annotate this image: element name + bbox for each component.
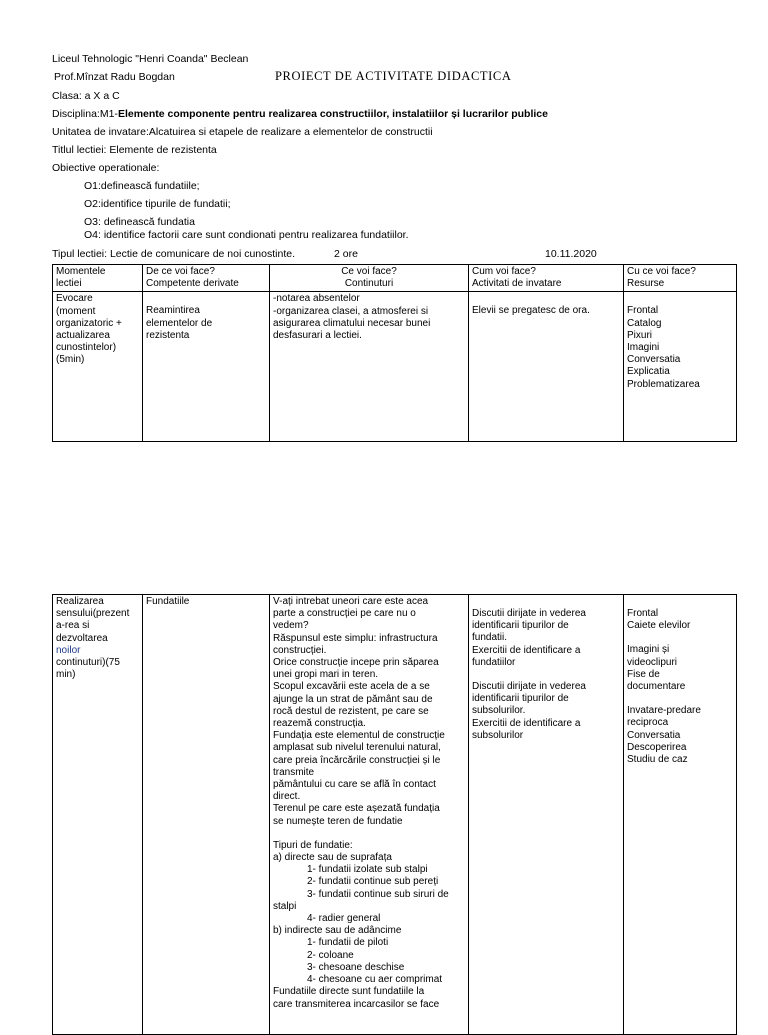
discipline-prefix: Disciplina:M1- bbox=[52, 108, 118, 120]
unit-line: Unitatea de invatare:Alcatuirea si etapele de realizare a elementelor de constructii bbox=[52, 126, 433, 138]
discipline-line bbox=[52, 108, 548, 121]
lesson-date: 10.11.2020 bbox=[545, 248, 597, 260]
table-row bbox=[53, 595, 737, 1035]
lesson-plan-table-2 bbox=[52, 594, 737, 1035]
header-moment: Momentele lectiei bbox=[53, 265, 143, 292]
cell-moment: Realizarea sensului(prezent a-rea si dezvoltarea noilor continuturi)(75 min) bbox=[53, 595, 143, 1035]
lesson-plan-table-1 bbox=[52, 264, 737, 442]
objective-3: O3: definească fundatia bbox=[84, 216, 195, 228]
cell-activitati: Elevii se pregatesc de ora. bbox=[469, 292, 624, 442]
header-resurse: Cu ce voi face? Resurse bbox=[624, 265, 737, 292]
cell-competente: Reamintirea elementelor de rezistenta bbox=[143, 292, 270, 442]
school-name: Liceul Tehnologic "Henri Coanda" Beclean bbox=[52, 53, 249, 65]
lesson-type: Tipul lectiei: Lectie de comunicare de noi cunostinte. bbox=[52, 248, 295, 260]
header-competente: De ce voi face? Competente derivate bbox=[143, 265, 270, 292]
cell-continuturi: V-ați intrebat uneori care este acea parte a construcției pe care nu o vedem? Răspunsul este simplu: infrastructura construcției. Orice construcție incepe prin săparea unei gropi mari in teren. Scopul excavării este acela de a se ajunge la un strat de pământ sau de rocă destul de rezistent, pe care se reazemă construcția. Fundația este elementul de construcție amplasat sub nivelul terenului natural, care preia încărcările construcției și le transmite pământului cu care se află în contact direct. Terenul pe care este așezată fundația se numește teren de fundatie Tipuri de fundatie: a) directe sau de suprafața 1- fundatii izolate sub stalpi 2- fundatii continue sub pereți 3- fundatii continue sub siruri de stalpi 4- radier general b) indirecte sau de adâncime 1- fundatii de piloti 2- coloane 3- chesoane deschise 4- chesoane cu aer comprimat Fundatiile directe sunt fundatiile la care transmiterea incarcasilor se face bbox=[270, 595, 469, 1035]
lesson-title: Titlul lectiei: Elemente de rezistenta bbox=[52, 144, 217, 156]
header-continuturi: Ce voi face? Continuturi bbox=[270, 265, 469, 292]
discipline-name: Elemente componente pentru realizarea constructiilor, instalatiilor și lucrarilor publice bbox=[117, 108, 548, 120]
cell-competente: Fundatiile bbox=[143, 595, 270, 1035]
objective-4: O4: identifice factorii care sunt condionati pentru realizarea fundatiilor. bbox=[84, 229, 409, 241]
teacher-name: Prof.Mînzat Radu Bogdan bbox=[54, 71, 175, 83]
table-row bbox=[53, 292, 737, 442]
objectives-label: Obiective operationale: bbox=[52, 162, 160, 174]
cell-activitati: Discutii dirijate in vederea identificarii tipurilor de fundatii. Exercitii de identificare a fundatiilor Discutii dirijate in vederea identificarii tipurilor de subsolurilor. Exercitii de identificare a subsolurilor bbox=[469, 595, 624, 1035]
cell-resurse: Frontal Catalog Pixuri Imagini Conversatia Explicatia Problematizarea bbox=[624, 292, 737, 442]
objective-2: O2:identifice tipurile de fundatii; bbox=[84, 198, 231, 210]
header-activitati: Cum voi face? Activitati de invatare bbox=[469, 265, 624, 292]
cell-continuturi: -notarea absentelor -organizarea clasei, a atmosferei si asigurarea climatului necesar bunei desfasurari a lectiei. bbox=[270, 292, 469, 442]
cell-moment: Evocare (moment organizatoric + actualizarea cunostintelor) (5min) bbox=[53, 292, 143, 442]
table-header-row bbox=[53, 265, 737, 292]
lesson-hours: 2 ore bbox=[334, 248, 358, 260]
document-title: PROIECT DE ACTIVITATE DIDACTICA bbox=[275, 69, 512, 83]
cell-resurse: Frontal Caiete elevilor Imagini și videoclipuri Fise de documentare Invatare-predare reciproca Conversatia Descoperirea Studiu de caz bbox=[624, 595, 737, 1035]
class-line: Clasa: a X a C bbox=[52, 90, 120, 102]
objective-1: O1:definească fundatiile; bbox=[84, 180, 200, 192]
